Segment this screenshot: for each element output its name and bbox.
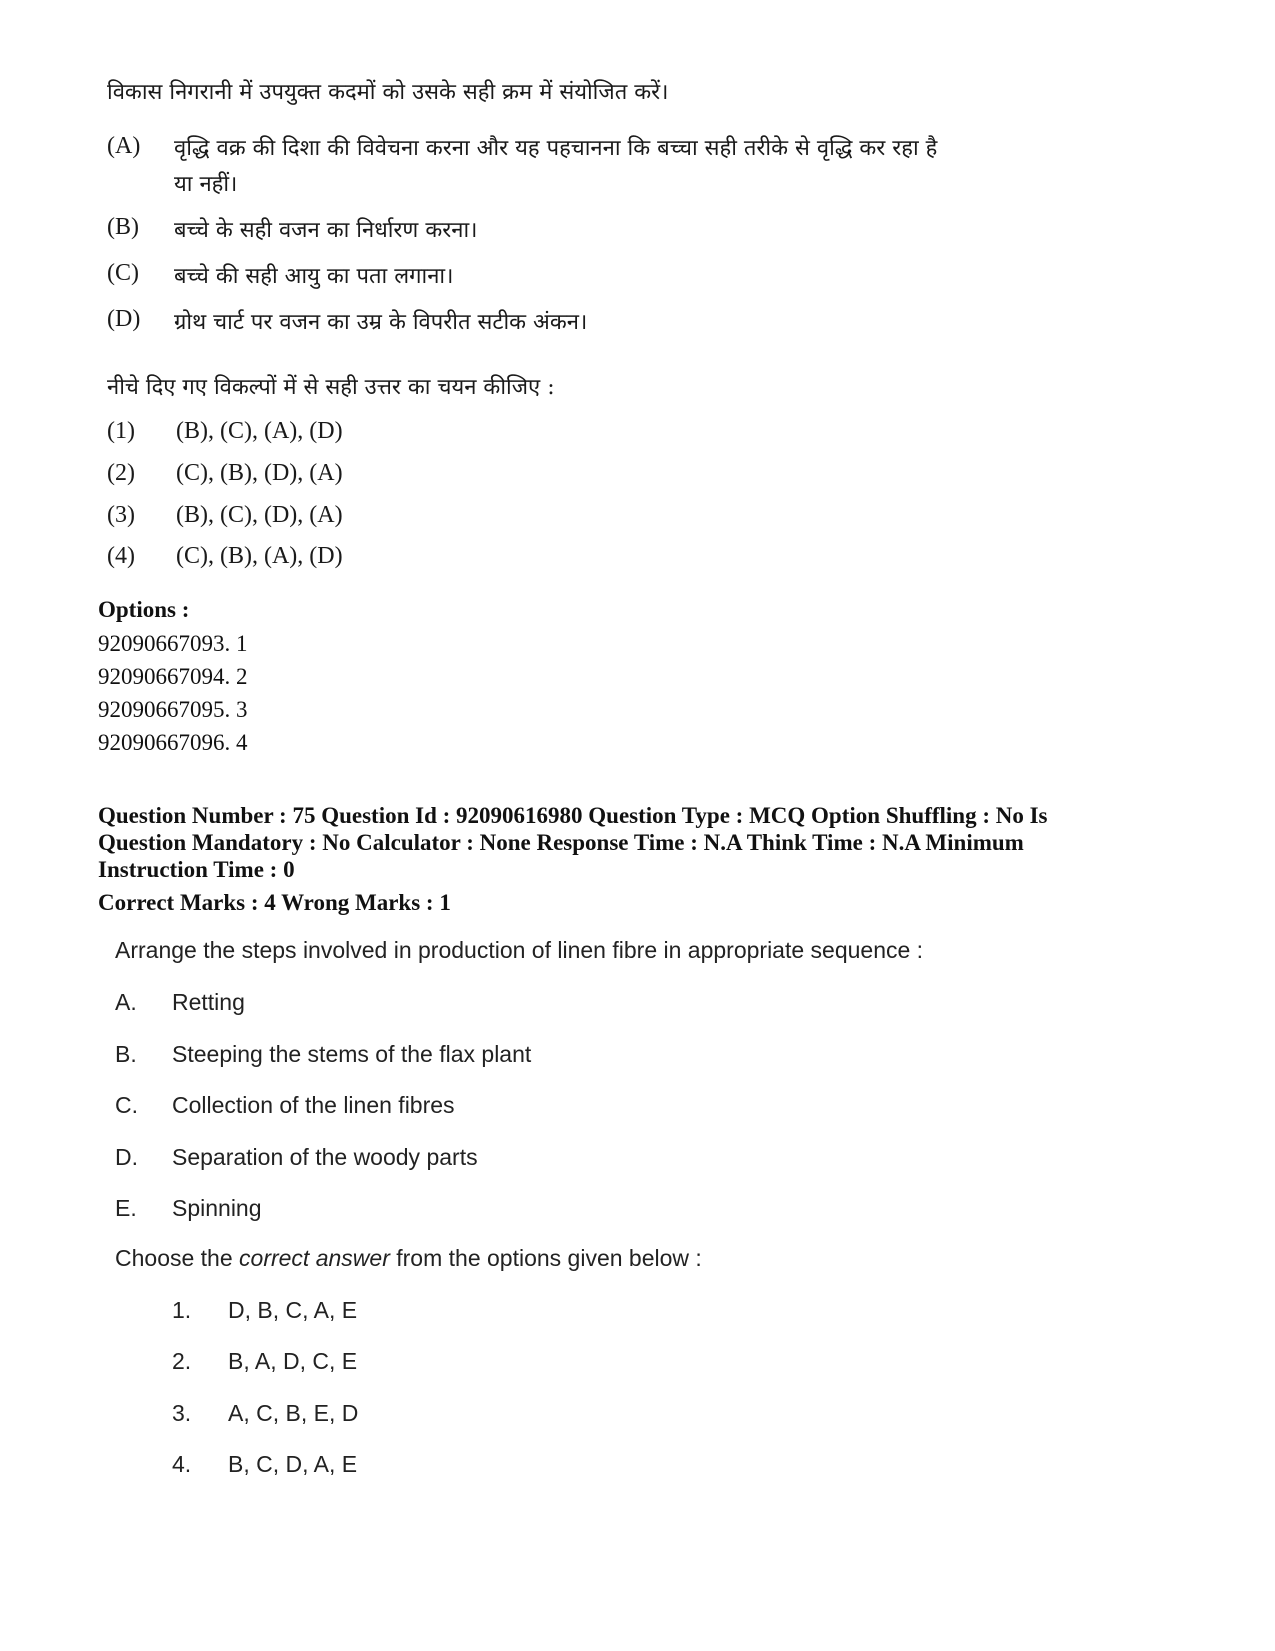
hindi-choice-text: (B), (C), (A), (D) — [176, 418, 343, 444]
english-item-label: B. — [115, 1041, 137, 1067]
english-item-label: C. — [115, 1092, 138, 1118]
english-item-text: Spinning — [172, 1195, 262, 1221]
hindi-choice-num: (1) — [107, 418, 135, 444]
hindi-choice-text: (B), (C), (D), (A) — [176, 502, 343, 528]
option-id: 92090667093. 1 — [98, 631, 248, 656]
choose-prefix: Choose the — [115, 1245, 240, 1271]
hindi-item-label: (C) — [107, 260, 139, 286]
hindi-question-stem: विकास निगरानी में उपयुक्त कदमों को उसके सही क्रम में संयोजित करें। — [107, 80, 669, 105]
english-item-text: Collection of the linen fibres — [172, 1092, 455, 1118]
english-choice-text: A, C, B, E, D — [228, 1400, 359, 1426]
english-item-text: Steeping the stems of the flax plant — [172, 1041, 532, 1067]
choose-emphasis: correct answer — [239, 1245, 390, 1271]
option-id: 92090667096. 4 — [98, 730, 248, 755]
hindi-item-text: ग्रोथ चार्ट पर वजन का उम्र के विपरीत सटीक अंकन। — [174, 310, 588, 335]
hindi-choice-num: (2) — [107, 460, 135, 486]
english-choice-num: 4. — [172, 1451, 192, 1477]
hindi-item-text: बच्चे की सही आयु का पता लगाना। — [174, 264, 454, 289]
question-meta-line: Question Mandatory : No Calculator : None Response Time : N.A Think Time : N.A Minimum — [98, 830, 1024, 855]
hindi-item-text: बच्चे के सही वजन का निर्धारण करना। — [174, 218, 478, 243]
english-item-text: Retting — [172, 989, 245, 1015]
english-choice-text: B, A, D, C, E — [228, 1348, 358, 1374]
english-choice-text: B, C, D, A, E — [228, 1451, 358, 1477]
choose-suffix: from the options given below : — [389, 1245, 702, 1271]
hindi-item-text: वृद्धि वक्र की दिशा की विवेचना करना और यह पहचानना कि बच्चा सही तरीके से वृद्धि कर रहा है — [174, 136, 938, 161]
english-item-label: A. — [115, 989, 137, 1015]
hindi-item-label: (D) — [107, 306, 141, 332]
hindi-choice-num: (3) — [107, 502, 135, 528]
option-id: 92090667094. 2 — [98, 664, 248, 689]
hindi-choice-text: (C), (B), (A), (D) — [176, 543, 343, 569]
question-meta-line: Instruction Time : 0 — [98, 857, 295, 882]
english-question-stem: Arrange the steps involved in production of linen fibre in appropriate sequence : — [115, 937, 924, 963]
english-item-label: E. — [115, 1195, 137, 1221]
option-id: 92090667095. 3 — [98, 697, 248, 722]
english-choice-num: 2. — [172, 1348, 192, 1374]
hindi-choice-text: (C), (B), (D), (A) — [176, 460, 343, 486]
options-title: Options : — [98, 597, 190, 622]
english-item-text: Separation of the woody parts — [172, 1144, 478, 1170]
english-choose-text — [115, 1245, 702, 1272]
hindi-choice-num: (4) — [107, 543, 135, 569]
hindi-choose-text: नीचे दिए गए विकल्पों में से सही उत्तर का चयन कीजिए : — [107, 375, 555, 400]
english-choice-num: 3. — [172, 1400, 192, 1426]
marks-line: Correct Marks : 4 Wrong Marks : 1 — [98, 890, 451, 915]
hindi-item-label: (B) — [107, 214, 139, 240]
english-choice-num: 1. — [172, 1297, 192, 1323]
question-meta-line: Question Number : 75 Question Id : 92090616980 Question Type : MCQ Option Shuffling : No Is — [98, 803, 1048, 828]
english-item-label: D. — [115, 1144, 138, 1170]
english-choice-text: D, B, C, A, E — [228, 1297, 358, 1323]
hindi-item-label: (A) — [107, 133, 141, 159]
hindi-item-text-cont: या नहीं। — [174, 172, 238, 197]
